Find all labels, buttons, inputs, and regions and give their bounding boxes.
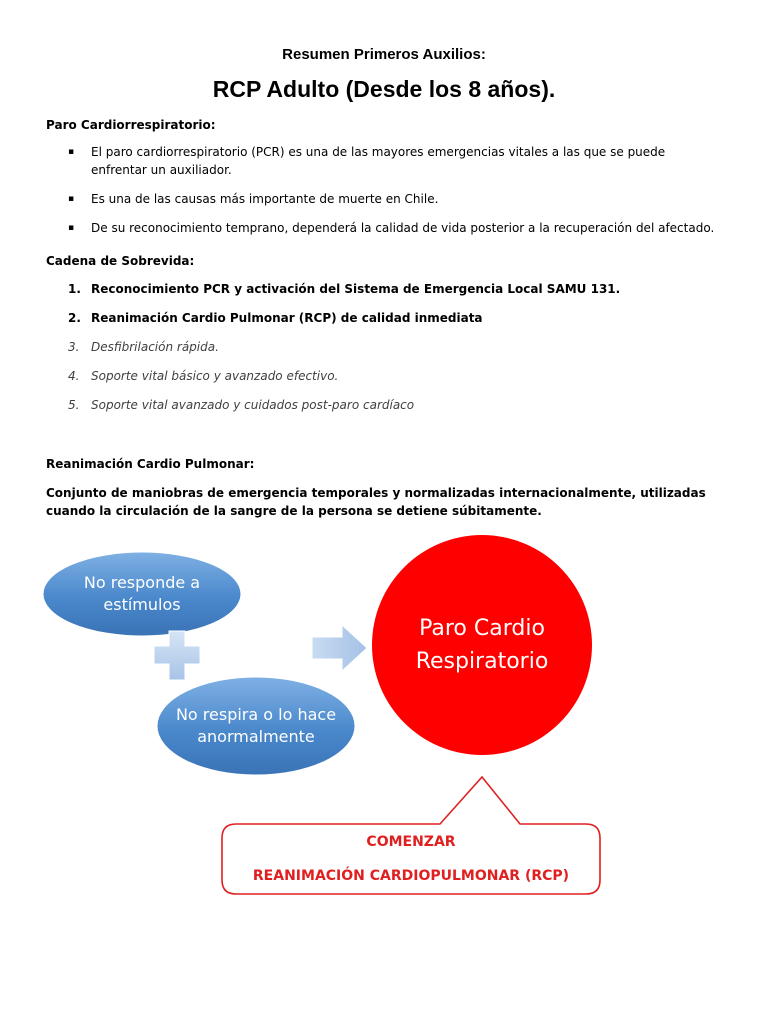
callout-line-1: COMENZAR	[366, 834, 456, 850]
bullet-text: De su reconocimiento temprano, dependerá la calidad de vida posterior a la recuperación del afectado.	[91, 221, 715, 235]
oval-2-label: No respira o lo hace anormalmente	[175, 705, 337, 746]
oval-1-label: No responde a estímulos	[83, 573, 201, 614]
step-number: 2.	[68, 311, 81, 325]
step-text: Soporte vital avanzado y cuidados post-paro cardíaco	[91, 398, 415, 412]
plus-icon	[154, 631, 200, 680]
document-subtitle: Resumen Primeros Auxilios:	[282, 46, 486, 63]
step-number: 4.	[68, 369, 80, 383]
step-text: Reconocimiento PCR y activación del Sistema de Emergencia Local SAMU 131.	[91, 282, 621, 296]
bullet-marker: ▪	[68, 194, 75, 204]
bullet-text: Es una de las causas más importante de muerte en Chile.	[91, 192, 439, 206]
bullet-marker: ▪	[68, 223, 75, 233]
step-text: Reanimación Cardio Pulmonar (RCP) de calidad inmediata	[91, 311, 483, 325]
rcp-definition-paragraph: Conjunto de maniobras de emergencia temporales y normalizadas internacionalmente, utilizadas cuando la circulación de la sangre de la persona se detiene súbitamente.	[46, 486, 706, 518]
section-heading-pcr: Paro Cardiorrespiratorio:	[46, 118, 216, 132]
step-number: 5.	[68, 398, 80, 412]
right-arrow-icon	[312, 625, 367, 671]
step-text: Soporte vital básico y avanzado efectivo.	[91, 369, 339, 383]
section-heading-chain: Cadena de Sobrevida:	[46, 254, 195, 268]
step-number: 3.	[68, 340, 80, 354]
bullet-text: El paro cardiorrespiratorio (PCR) es una de las mayores emergencias vitales a las que se puede enfrentar un auxiliador.	[91, 145, 666, 177]
document-title: RCP Adulto (Desde los 8 años).	[212, 76, 556, 102]
section-heading-rcp: Reanimación Cardio Pulmonar:	[46, 457, 255, 471]
step-number: 1.	[68, 282, 81, 296]
circle-label: Paro Cardio Respiratorio	[415, 616, 549, 674]
step-text: Desfibrilación rápida.	[91, 340, 219, 354]
callout-line-2: REANIMACIÓN CARDIOPULMONAR (RCP)	[252, 868, 570, 884]
bullet-marker: ▪	[68, 147, 75, 157]
